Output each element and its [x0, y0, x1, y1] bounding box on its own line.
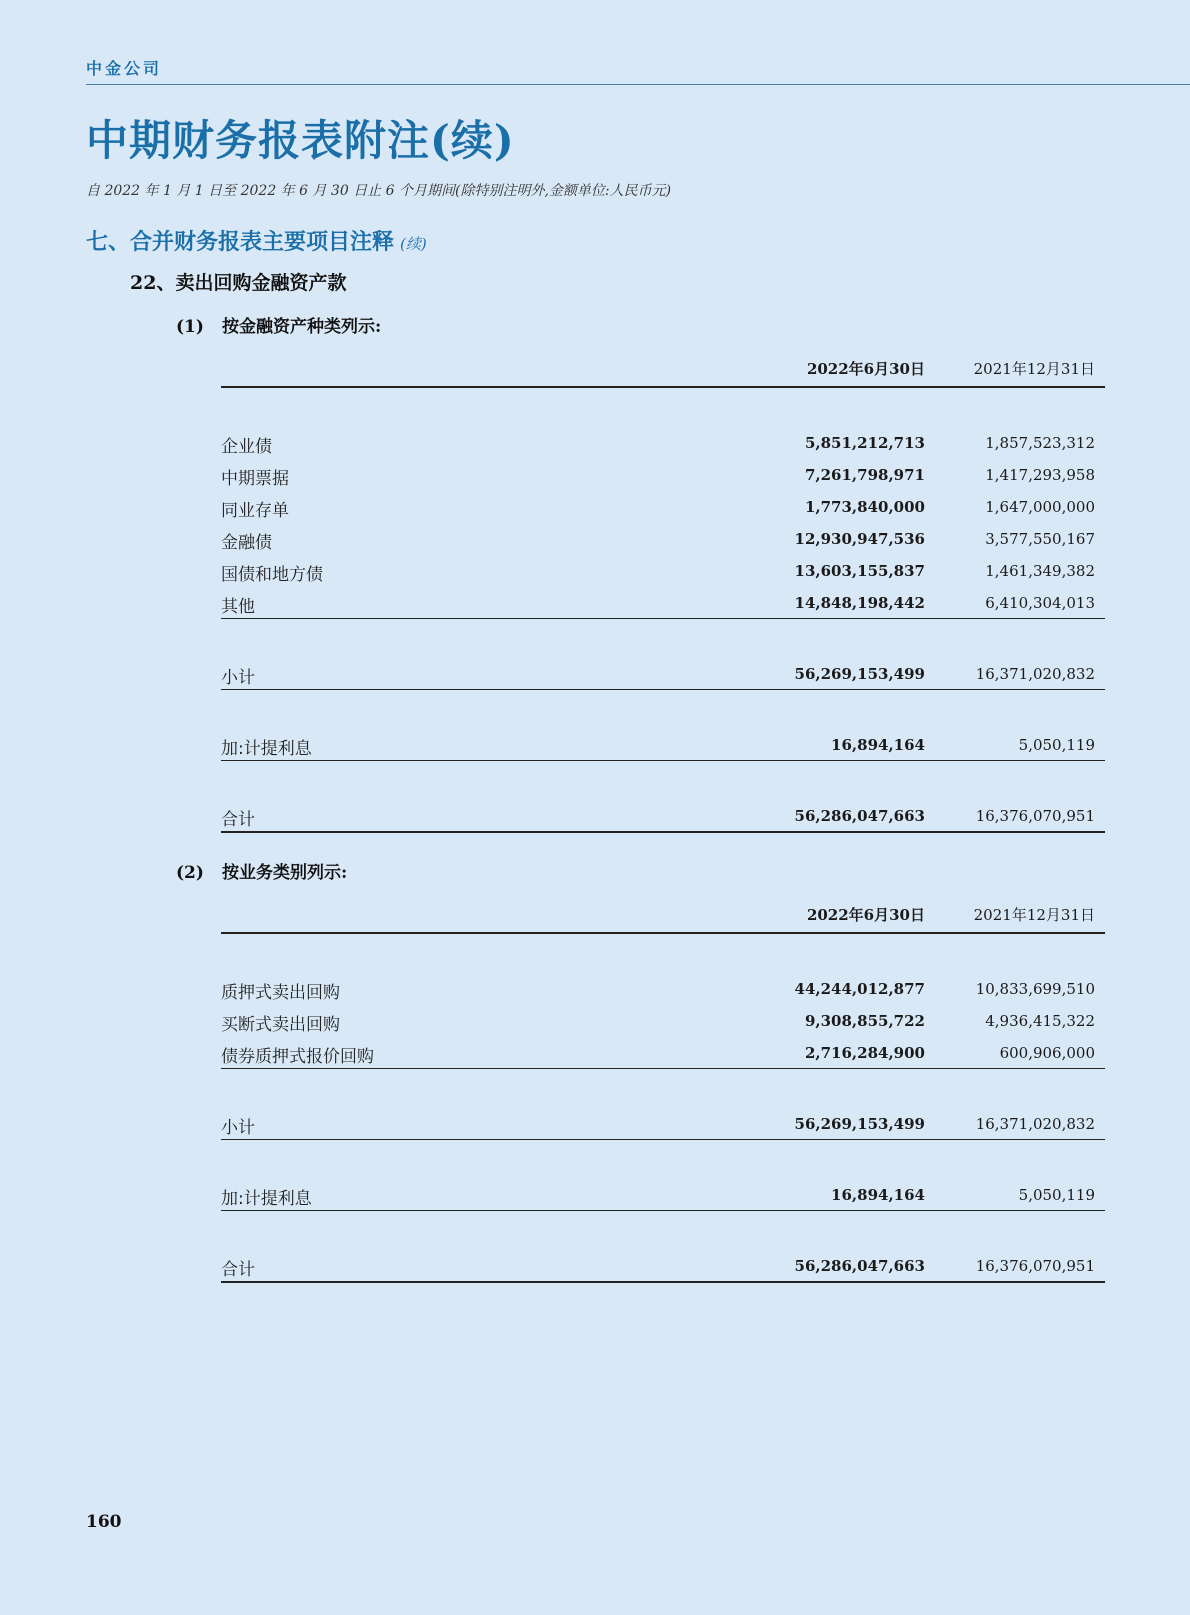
section-title-text: 七、合并财务报表主要项目注释: [86, 229, 395, 255]
row-label: 合计: [221, 810, 255, 830]
row-value-2021: 16,376,070,951: [975, 1257, 1095, 1275]
row-value-2021: 16,371,020,832: [975, 1115, 1095, 1133]
company-name: 中金公司: [86, 59, 163, 78]
row-value-2022: 16,894,164: [831, 1186, 925, 1204]
row-value-2022: 2,716,284,900: [804, 1044, 925, 1062]
row-value-2022: 12,930,947,536: [794, 530, 925, 548]
row-label: 合计: [221, 1260, 255, 1280]
table1-header: [221, 354, 1105, 388]
subsection-title: 22、卖出回购金融资产款: [130, 272, 347, 294]
page-title: 中期财务报表附注(续): [86, 116, 515, 165]
row-value-2021: 1,417,293,958: [985, 466, 1095, 484]
row-value-2022: 44,244,012,877: [794, 980, 925, 998]
row-label: 其他: [221, 597, 255, 617]
row-value-2022: 56,269,153,499: [794, 1115, 925, 1133]
subtotal-row: [221, 1107, 1105, 1140]
row-label: 加:计提利息: [221, 1189, 312, 1209]
table-row: [221, 426, 1105, 458]
interest-row: [221, 1178, 1105, 1211]
interest-row: [221, 728, 1105, 761]
subtotal-row: [221, 657, 1105, 690]
row-value-2021: 10,833,699,510: [975, 980, 1095, 998]
table2: [221, 900, 1105, 1283]
row-label: 同业存单: [221, 501, 289, 521]
table-row: [221, 1036, 1105, 1069]
row-value-2022: 56,286,047,663: [794, 807, 925, 825]
table-row: [221, 972, 1105, 1004]
row-value-2022: 56,269,153,499: [794, 665, 925, 683]
table1-heading: [176, 312, 381, 337]
table2-header: [221, 900, 1105, 934]
table2-number: (2): [176, 863, 204, 883]
section-continued: (续): [400, 235, 427, 253]
table-row: [221, 554, 1105, 586]
row-value-2022: 16,894,164: [831, 736, 925, 754]
row-value-2021: 5,050,119: [1018, 1186, 1095, 1204]
row-value-2022: 14,848,198,442: [794, 594, 925, 612]
row-value-2022: 5,851,212,713: [804, 434, 925, 452]
table2-heading-text: 按业务类别列示:: [222, 863, 348, 883]
row-value-2021: 5,050,119: [1018, 736, 1095, 754]
row-label: 小计: [221, 1118, 255, 1138]
row-value-2022: 7,261,798,971: [804, 466, 925, 484]
header-rule: [86, 84, 1190, 85]
row-value-2022: 9,308,855,722: [804, 1012, 925, 1030]
row-value-2021: 3,577,550,167: [985, 530, 1095, 548]
row-label: 买断式卖出回购: [221, 1015, 340, 1035]
row-value-2022: 56,286,047,663: [794, 1257, 925, 1275]
row-value-2021: 1,857,523,312: [985, 434, 1095, 452]
section-title: [86, 225, 427, 256]
row-value-2022: 13,603,155,837: [794, 562, 925, 580]
row-label: 国债和地方债: [221, 565, 323, 585]
table-row: [221, 490, 1105, 522]
row-label: 中期票据: [221, 469, 289, 489]
row-label: 金融债: [221, 533, 272, 553]
period-note: 自 2022 年 1 月 1 日至 2022 年 6 月 30 日止 6 个月期间(除特别注明外,金额单位:人民币元): [86, 183, 672, 199]
table-row: [221, 1004, 1105, 1036]
row-value-2022: 1,773,840,000: [804, 498, 925, 516]
row-value-2021: 16,376,070,951: [975, 807, 1095, 825]
row-value-2021: 600,906,000: [999, 1044, 1095, 1062]
table-row: [221, 458, 1105, 490]
row-label: 质押式卖出回购: [221, 983, 340, 1003]
total-row: [221, 1249, 1105, 1283]
total-row: [221, 799, 1105, 833]
row-value-2021: 1,647,000,000: [985, 498, 1095, 516]
row-value-2021: 16,371,020,832: [975, 665, 1095, 683]
table1-number: (1): [176, 317, 204, 337]
table-row: [221, 586, 1105, 619]
table1-col1-header: 2022年6月30日: [806, 360, 925, 378]
table1-col2-header: 2021年12月31日: [973, 360, 1095, 378]
row-value-2021: 4,936,415,322: [985, 1012, 1095, 1030]
table1: [221, 354, 1105, 833]
page-number: 160: [86, 1512, 122, 1532]
row-label: 企业债: [221, 437, 272, 457]
table2-heading: [176, 858, 347, 883]
table2-col2-header: 2021年12月31日: [973, 906, 1095, 924]
row-value-2021: 1,461,349,382: [985, 562, 1095, 580]
table-row: [221, 522, 1105, 554]
row-label: 小计: [221, 668, 255, 688]
row-value-2021: 6,410,304,013: [985, 594, 1095, 612]
table2-col1-header: 2022年6月30日: [806, 906, 925, 924]
row-label: 债券质押式报价回购: [221, 1047, 374, 1067]
row-label: 加:计提利息: [221, 739, 312, 759]
table1-heading-text: 按金融资产种类列示:: [222, 317, 382, 337]
